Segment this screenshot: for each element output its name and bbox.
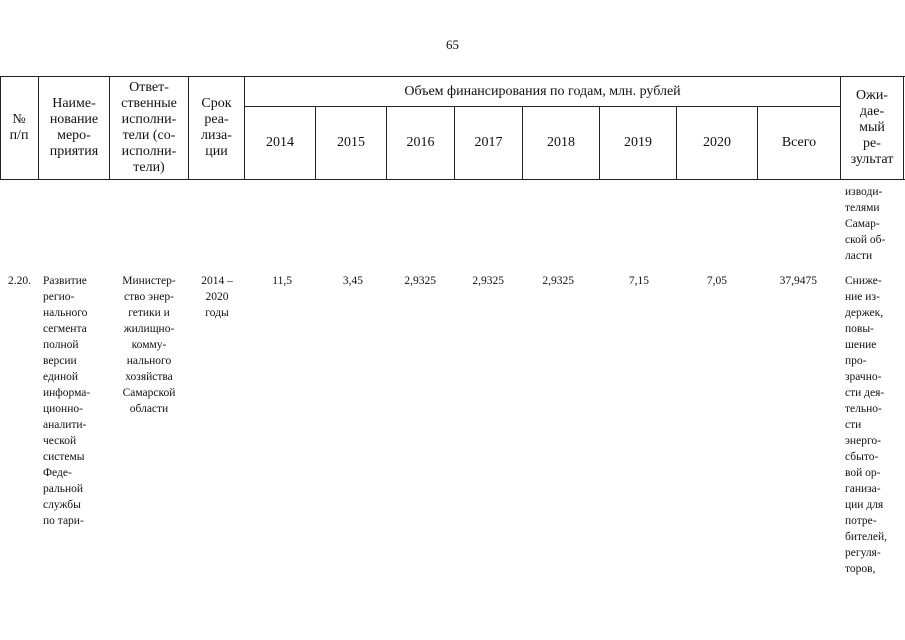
- value-2015: 3,45: [342, 275, 363, 287]
- header-year-2017: 2017: [474, 135, 503, 150]
- header-year-2015: 2015: [337, 135, 365, 150]
- row-term: 2014 – 2020 годы: [201, 275, 233, 319]
- header-year-2020: 2020: [703, 135, 731, 150]
- header-bottom-border: [0, 179, 905, 180]
- header-name: Наиме- нование меро- приятия: [49, 96, 99, 159]
- header-year-2016: 2016: [406, 135, 435, 150]
- value-2019: 7,15: [628, 275, 649, 287]
- header-term: Срок реа- лиза- ции: [201, 96, 232, 159]
- value-total: 37,9475: [779, 275, 817, 287]
- value-2020: 7,05: [706, 275, 727, 287]
- row-name: Развитие регио- нального сегмента полной версии единой информа- ционно- аналити- ческой системы Феде- ральной службы по тари-: [43, 275, 91, 527]
- header-year-2018: 2018: [547, 135, 575, 150]
- col-divider: [903, 76, 904, 180]
- header-total: Всего: [781, 135, 817, 150]
- row-executors: Министер- ство энер- гетики и жилищно- комму- нального хозяйства Самарской области: [122, 275, 176, 415]
- value-2014: 11,5: [272, 275, 292, 287]
- row-result: Сниже- ние из- держек, повы- шение про- зрачно- сти дея- тельно- сти энерго- сбыто- вой ор- ганиза- ции для потре- бителей, регуля- торов,: [845, 275, 888, 575]
- row-number: 2.20.: [8, 275, 31, 287]
- header-executors: Ответ- ственные исполни- тели (со- исполни- тели): [121, 80, 177, 175]
- value-2016: 2,9325: [404, 275, 436, 287]
- header-year-2014: 2014: [266, 135, 294, 150]
- header-funding: Объем финансирования по годам, млн. рублей: [404, 83, 681, 99]
- header-year-2019: 2019: [624, 135, 652, 150]
- header-num: № п/п: [9, 112, 29, 143]
- page-number: 65: [446, 37, 459, 52]
- continuation-result-text: изводи- телями Самар- ской об- ласти: [845, 186, 886, 262]
- value-2018: 2,9325: [542, 275, 574, 287]
- header-result: Ожи- дае- мый ре- зультат: [850, 88, 894, 167]
- value-2017: 2,9325: [472, 275, 504, 287]
